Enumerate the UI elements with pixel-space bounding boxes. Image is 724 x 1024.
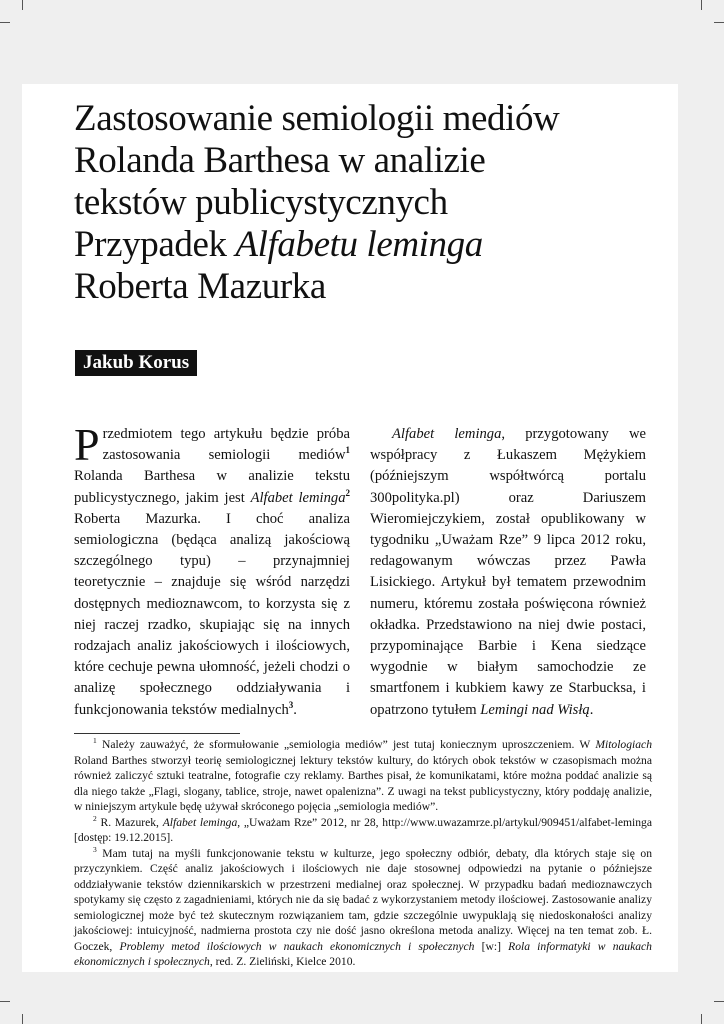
crop-mark-tr-v xyxy=(701,0,702,10)
italic-title: Mitologiach xyxy=(595,738,652,751)
crop-mark-tl xyxy=(0,22,10,23)
footnote-number: 2 xyxy=(93,813,97,823)
text-span: , red. Z. Zieliński, Kielce 2010. xyxy=(209,955,356,968)
author-name: Jakub Korus xyxy=(75,350,197,376)
text-span: Roland Barthes stworzył teorię semiologicznej lektury tekstów kultury, do których obok tekstów w czasopismach można również zaliczyć sztuki teatralne, fotografie czy reklamy. Barthes pisał, że komunikatami, które można poddać analizie są dla niego także „Flagi, slogany, tablice, stroje, nawet opalenizna”. Z uwagi na tekst publicystyczny, który poddaję analizie, w niniejszym artykule będę używał skróconego pojęcia „semiologia mediów”. xyxy=(74,753,652,813)
text-span: Rolanda Barthesa w analizie tekstu publicystycznego, jakim jest xyxy=(74,468,350,506)
subtitle-line-1 xyxy=(74,224,654,266)
footnote-ref-1[interactable]: 1 xyxy=(345,445,350,456)
italic-title: Problemy metod ilościowych w naukach ekonomicznych i społecznych xyxy=(119,939,475,953)
subtitle-prefix: Przypadek xyxy=(74,224,236,265)
crop-mark-br xyxy=(714,1001,724,1002)
body-column-left xyxy=(74,419,350,721)
text-span: Należy zauważyć, że sformułowanie „semiologia mediów” jest tutaj koniecznym uproszczeniem. W xyxy=(96,738,596,751)
text-span: , „Uważam Rze” 2012, nr 28, http://www.uwazamrze.pl/artykul/909451/alfabet-leminga [dostęp: 19.12.2015]. xyxy=(74,815,652,844)
text-span: Mam tutaj na myśli funkcjonowanie tekstu w kulturze, jego społeczny odbiór, debaty, dla których staje się on przyczynkiem. Część analiz jakościowych i ilościowych nie daje stosownej odpowiedzi na pytanie o późniejsze oddziaływanie tekstów dziennikarskich w przestrzeni medialnej oraz społecznej. W przypadku badań medioznawczych spotykamy się często z zagadnieniami, których nie da się badać z wykorzystaniem metody ilościowej. Zastosowanie analizy semiologicznej może być też skutecznym rozwiązaniem tam, gdzie szczególnie uwypuklają się niedoskonałości analizy jakościowej: intuicyjność, nadmierna prostota czy nie dość jasno określona metoda analizy. Więcej na ten temat zob. Ł. Goczek, xyxy=(74,846,652,953)
title-line-1: Zastosowanie semiologii mediów xyxy=(74,98,560,139)
body-column-right xyxy=(370,424,646,721)
paragraph xyxy=(74,419,350,721)
paragraph xyxy=(370,424,646,721)
subtitle-line-2: Roberta Mazurka xyxy=(74,266,326,307)
italic-title: Alfabet leminga xyxy=(392,426,502,442)
text-span: . xyxy=(589,701,594,718)
italic-title: Alfabet leminga xyxy=(162,815,238,829)
footnote-2 xyxy=(74,815,652,846)
text-span: Roberta Mazurka. I choć analiza semiologiczna (będąca analizą jakościową szczególnego typu) – przynajmniej teoretycznie – znajduje się wśród narzędzi dostępnych medioznawcom, to korzysta się z niej raczej rzadko, skupiając się na innych rodzajach analiz jakościowych i ilościowych, które cechuje pewna ułomność, jeżeli chodzi o analizę społecznego oddziaływania i funkcjonowania tekstów medialnych xyxy=(74,510,350,718)
footnote-ref-2[interactable]: 2 xyxy=(345,487,350,498)
drop-cap: P xyxy=(74,419,100,470)
footnote-number: 3 xyxy=(93,844,97,854)
text-span: [w:] xyxy=(474,939,509,953)
text-span: rzedmiotem tego artykułu będzie próba zastosowania semiologii mediów xyxy=(102,426,350,464)
footnote-number: 1 xyxy=(93,736,97,746)
crop-mark-br-v xyxy=(701,1014,702,1024)
footnote-3 xyxy=(74,846,652,970)
subtitle-italic: Alfabetu leminga xyxy=(235,224,483,265)
italic-title: Rola informatyki w naukach ekonomicznych i społecznych xyxy=(74,939,652,968)
footnote-1 xyxy=(74,737,652,815)
crop-mark-tl-v xyxy=(22,0,23,10)
title-line-3: tekstów publicystycznych xyxy=(74,182,448,223)
text-span: R. Mazurek, xyxy=(96,815,163,829)
text-span: . xyxy=(293,701,297,718)
crop-mark-bl xyxy=(0,1001,10,1002)
italic-title: Lemingi nad Wisłą xyxy=(480,701,590,718)
title-line-2: Rolanda Barthesa w analizie xyxy=(74,140,486,181)
italic-title: Alfabet leminga xyxy=(250,489,346,506)
text-span: , przygotowany we współpracy z Łukaszem Mężykiem (późniejszym współtwórcą portalu 300polityka.pl) oraz Dariuszem Wieromiejczykiem, został opublikowany w tygodniku „Uważam Rze” 9 lipca 2012 roku, redagowanym wówczas przez Pawła Lisickiego. Artykuł był tematem przewodnim numeru, któremu została poświęcona również okładka. Przedstawiono na niej dwie postaci, przypominające Barbie i Kena siedzące wygodnie w białym samochodzie ze smartfonem i kubkiem kawy ze Starbucksa, i opatrzono tytułem xyxy=(370,426,646,718)
footnote-ref-3[interactable]: 3 xyxy=(288,699,294,710)
page xyxy=(22,84,678,972)
footnote-divider xyxy=(74,733,240,734)
crop-mark-tr xyxy=(714,22,724,23)
crop-mark-bl-v xyxy=(22,1014,23,1024)
article-title xyxy=(74,98,654,308)
footnotes xyxy=(74,737,652,970)
